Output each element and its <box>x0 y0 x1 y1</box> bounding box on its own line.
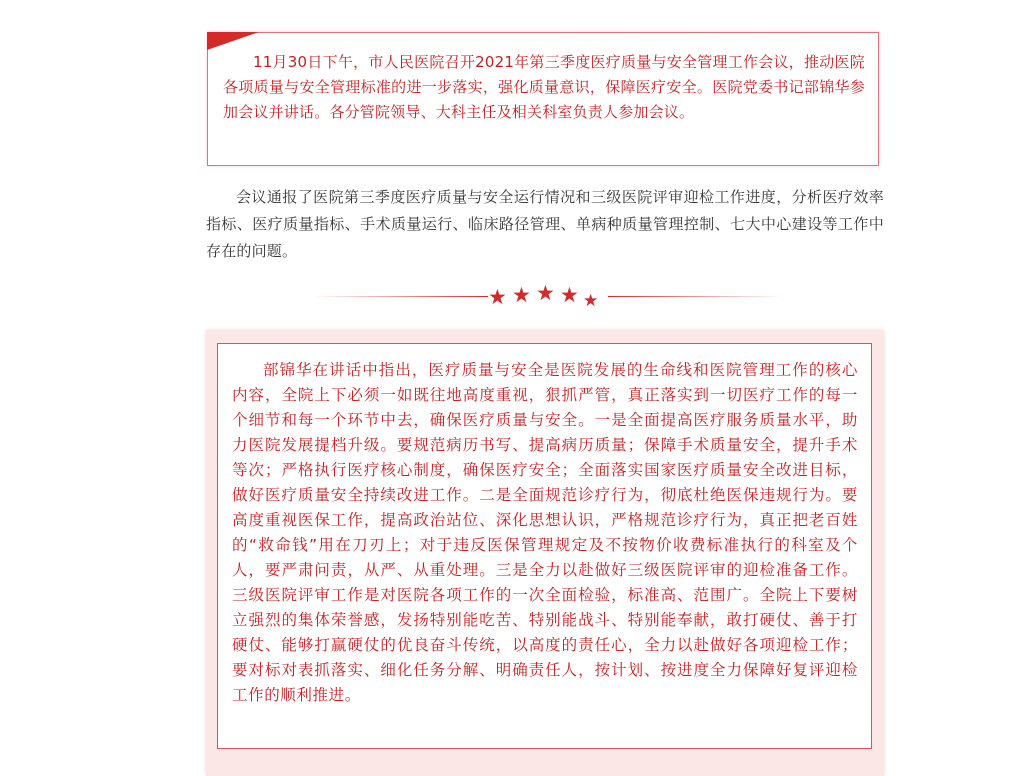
lead-paragraph: 11月30日下午，市人民医院召开2021年第三季度医疗质量与安全管理工作会议，推动医院各项质量与安全管理标准的进一步落实，强化质量意识，保障医疗安全。医院党委书记部锦华参加会议并讲话。各分管院领导、大科主任及相关科室负责人参加会议。 <box>223 53 865 121</box>
star-icon: ★ <box>536 281 555 305</box>
star-icon: ★ <box>512 283 531 307</box>
divider-line-right <box>608 296 784 297</box>
point-three-text: 全力以赴做好三级医院评审的迎检准备工作。三级医院评审工作是对医院各项工作的一次全面检验，标准高、范围广。全院上下要树立强烈的集体荣誉感，发扬特别能吃苦、特别能战斗、特别能奉献，敢打硬仗、善于打硬仗、能够打赢硬仗的优良奋斗传统，以高度的责任心，全力以赴做好各项迎检工作；要对标对表抓落实、细化任务分解、明确责任人，按计划、按进度全力保障好复评迎检工作的顺利推进。 <box>232 561 858 704</box>
divider-line-left <box>312 296 488 297</box>
speech-inner-box <box>217 343 872 749</box>
red-corner-decoration <box>207 32 259 50</box>
star-icon: ★ <box>583 291 599 311</box>
star-icon: ★ <box>560 283 579 307</box>
lead-summary-box <box>207 32 879 166</box>
speech-paragraph <box>232 358 858 708</box>
speech-outer-box <box>206 330 884 776</box>
star-divider <box>206 282 884 312</box>
meeting-report-paragraph: 会议通报了医院第三季度医疗质量与安全运行情况和三级医院评审迎检工作进度，分析医疗效率指标、医疗质量指标、手术质量运行、临床路径管理、单病种质量管理控制、七大中心建设等工作中存在的问题。 <box>206 188 884 260</box>
point-two-label: 二是 <box>479 486 513 504</box>
star-icon: ★ <box>488 285 507 309</box>
point-one-label: 一是 <box>594 411 628 429</box>
point-two-text: 全面规范诊疗行为，彻底杜绝医保违规行为。要高度重视医保工作，提高政治站位、深化思想认识，严格规范诊疗行为，真正把老百姓的“救命钱”用在刀刃上；对于违反医保管理规定及不按物价收费标准执行的科室及个人，要严肃问责，从严、从重处理。 <box>232 486 858 579</box>
point-one-text: 全面提高医疗服务质量水平，助力医院发展提档升级。要规范病历书写、提高病历质量；保障手术质量安全，提升手术等次；严格执行医疗核心制度，确保医疗安全；全面落实国家医疗质量安全改进目标，做好医疗质量安全持续改进工作。 <box>232 411 858 504</box>
speech-intro: 部锦华在讲话中指出，医疗质量与安全是医院发展的生命线和医院管理工作的核心内容，全院上下必须一如既往地高度重视，狠抓严管，真正落实到一切医疗工作的每一个细节和每一个环节中去，确保医疗质量与安全。 <box>232 361 858 429</box>
point-three-label: 三是 <box>495 561 529 579</box>
